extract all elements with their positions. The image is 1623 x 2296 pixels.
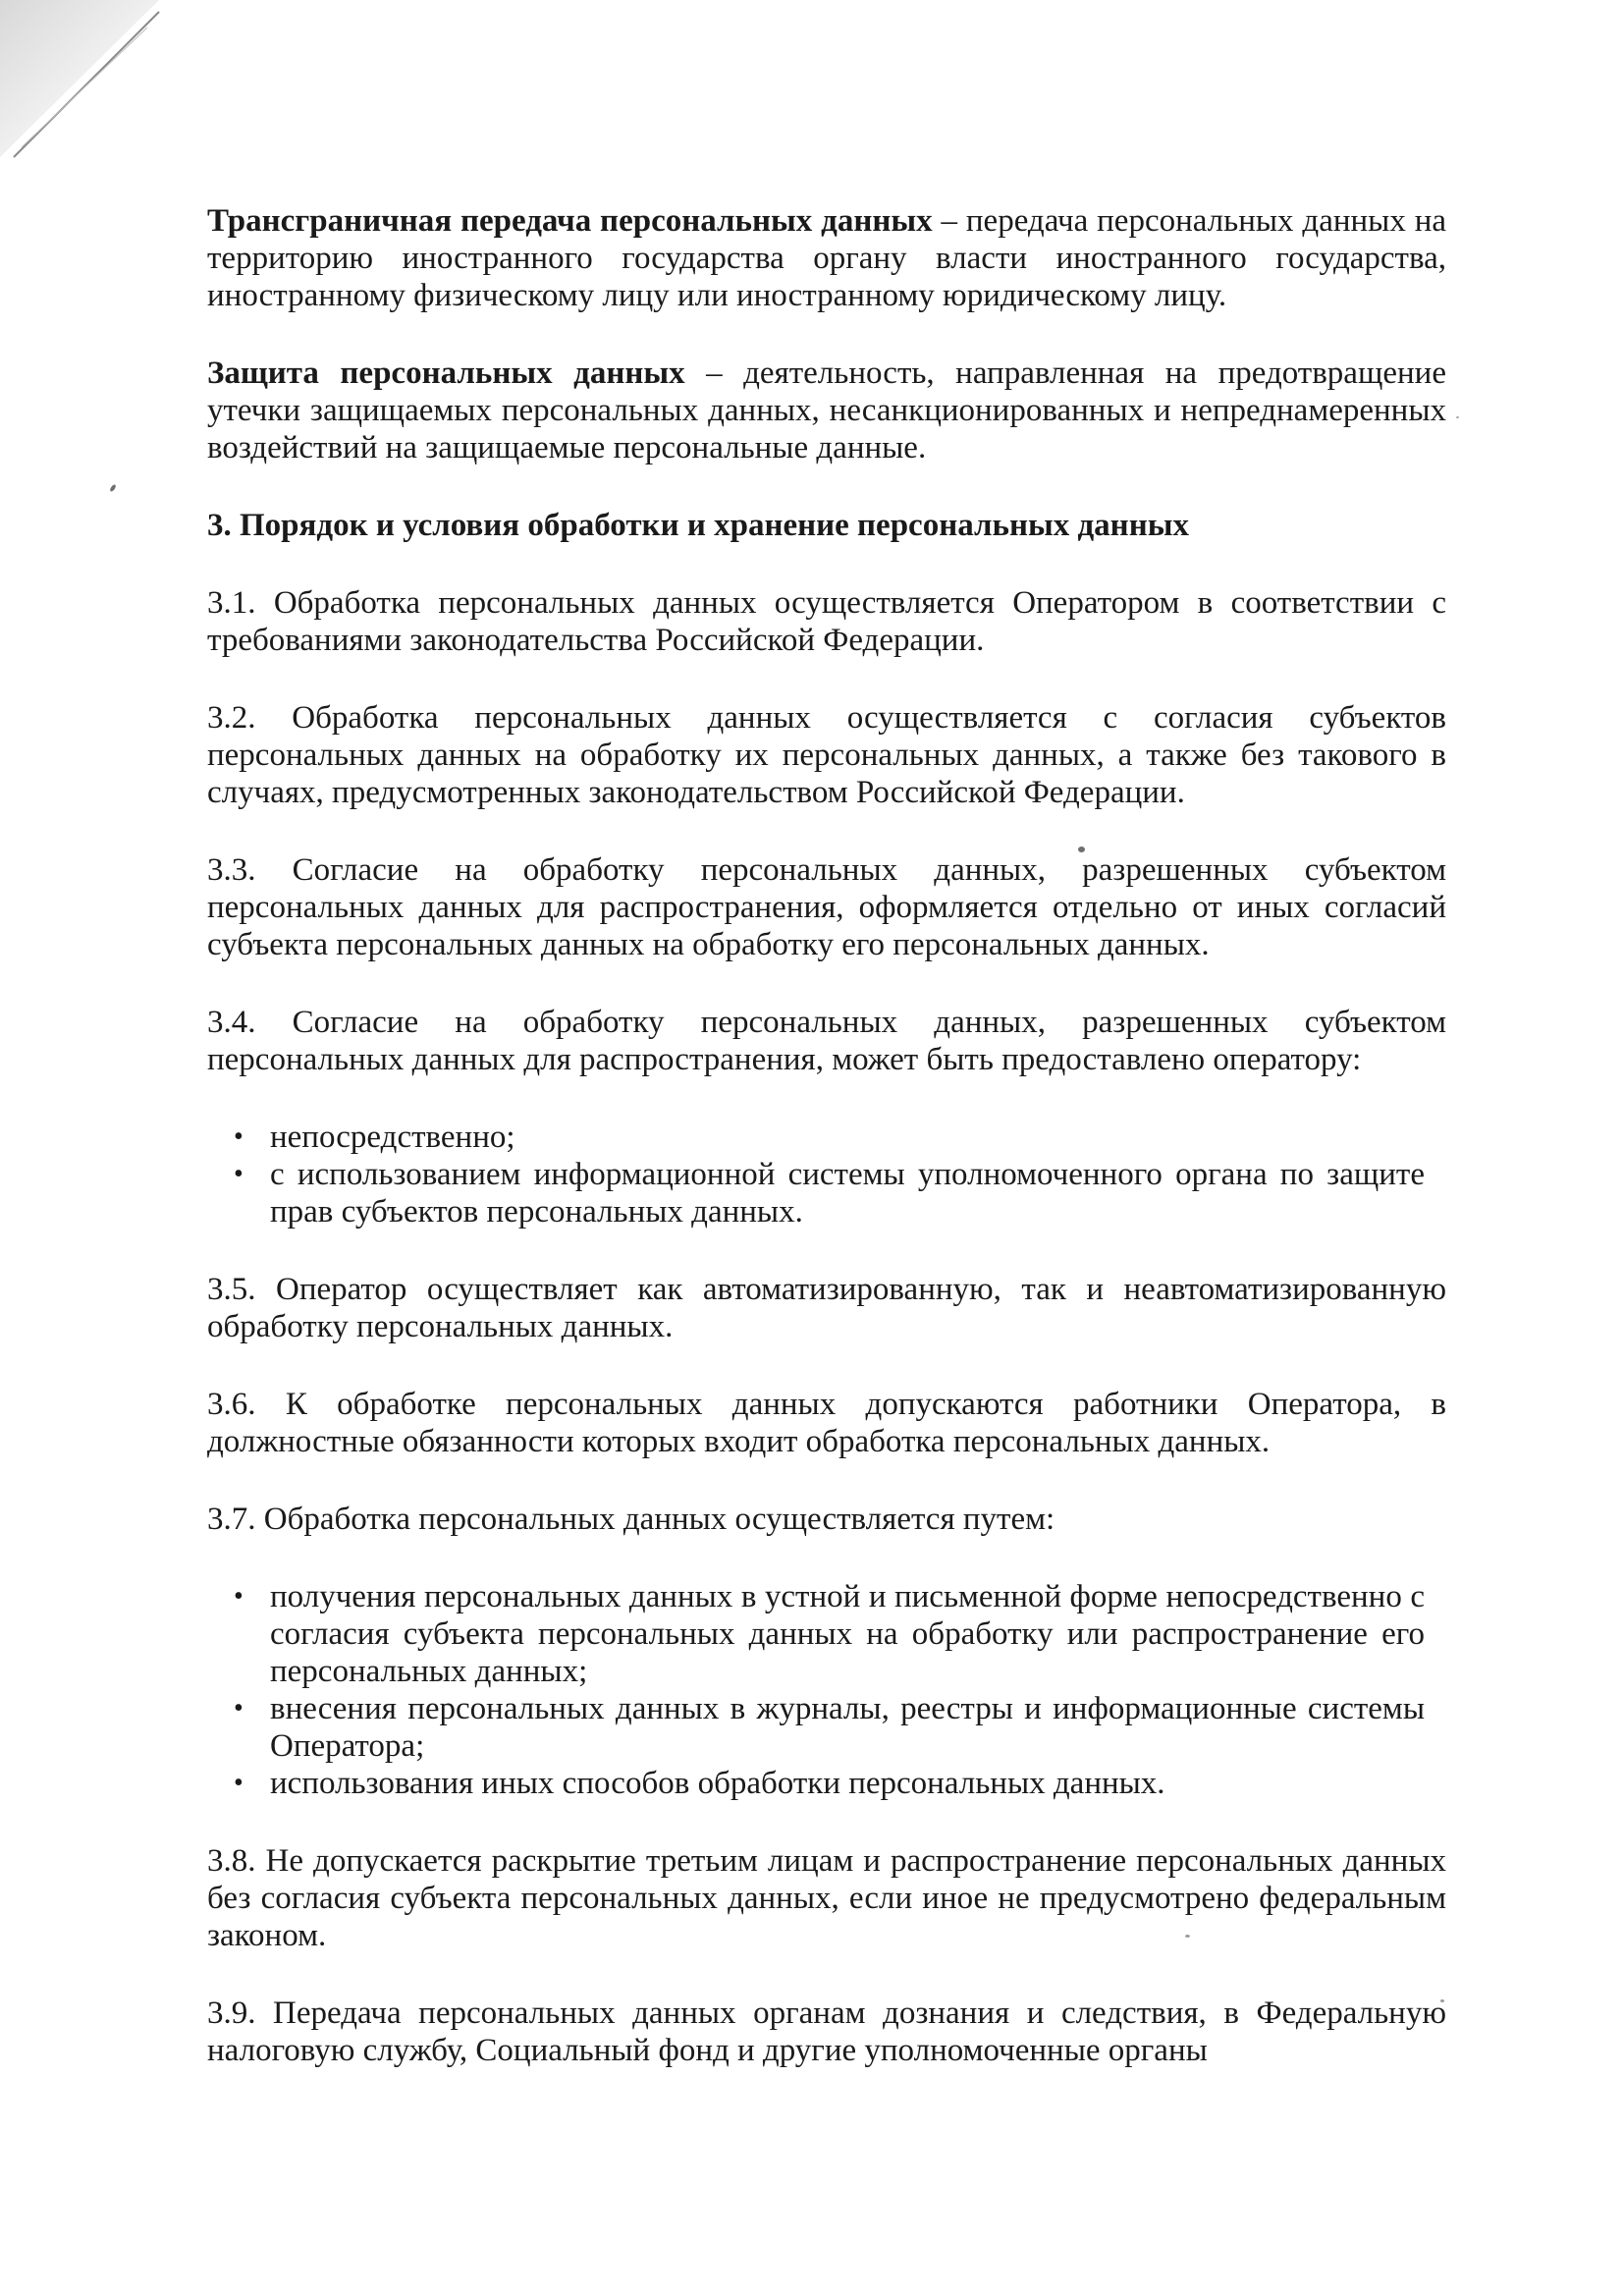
clause-paragraph: 3.2. Обработка персональных данных осуществляется с согласия субъектов персональных данных на обработку их персональных данных, а также без такового в случаях, предусмотренных законодательством Российской Федерации. (207, 700, 1446, 810)
definition-paragraph (207, 355, 1446, 466)
folded-corner-icon (0, 0, 167, 167)
bullet-list (207, 1119, 1446, 1230)
list-item: • непосредственно; (207, 1119, 1446, 1156)
definition-term: Защита персональных данных (207, 355, 685, 391)
clause-paragraph: 3.8. Не допускается раскрытие третьим лицам и распространение персональных данных без согласия субъекта персональных данных, если иное не предусмотрено федеральным законом. (207, 1843, 1446, 1953)
definition-term: Трансграничная передача персональных данных (207, 203, 933, 239)
clause-paragraph: 3.5. Оператор осуществляет как автоматизированную, так и неавтоматизированную обработку персональных данных. (207, 1272, 1446, 1344)
list-item: • с использованием информационной системы уполномоченного органа по защите прав субъектов персональных данных. (207, 1156, 1446, 1230)
clause-paragraph: 3.1. Обработка персональных данных осуществляется Оператором в соответствии с требованиями законодательства Российской Федерации. (207, 585, 1446, 658)
bullet-list (207, 1578, 1446, 1802)
section-heading: 3. Порядок и условия обработки и хранение персональных данных (207, 508, 1189, 543)
scan-speck (109, 484, 117, 493)
list-item: • внесения персональных данных в журналы, реестры и информационные системы Оператора; (207, 1690, 1446, 1765)
definition-text: – передача персональных данных на территорию иностранного государства органу власти иностранного государства, иностранному физическому лицу или иностранному юридическому лицу. (207, 203, 1447, 313)
clause-paragraph: 3.6. К обработке персональных данных допускаются работники Оператора, в должностные обязанности которых входит обработка персональных данных. (207, 1387, 1446, 1459)
clause-paragraph: 3.3. Согласие на обработку персональных данных, разрешенных субъектом персональных данных для распространения, оформляется отдельно от иных согласий субъекта персональных данных на обработку его персональных данных. (207, 852, 1446, 962)
definition-text: – деятельность, направленная на предотвращение утечки защищаемых персональных данных, несанкционированных и непреднамеренных воздействий на защищаемые персональные данные. (207, 355, 1446, 465)
document-body (207, 202, 1446, 2109)
scan-speck (1456, 416, 1459, 418)
definition-paragraph (207, 202, 1446, 314)
clause-paragraph: 3.7. Обработка персональных данных осуществляется путем: (207, 1502, 1055, 1537)
clause-paragraph: 3.9. Передача персональных данных органам дознания и следствия, в Федеральную налоговую службу, Социальный фонд и другие уполномоченные органы (207, 1995, 1446, 2068)
list-item: • получения персональных данных в устной и письменной форме непосредственно с согласия субъекта персональных данных на обработку или распространение его персональных данных; (207, 1578, 1446, 1690)
list-item: • использования иных способов обработки персональных данных. (207, 1765, 1446, 1802)
clause-paragraph: 3.4. Согласие на обработку персональных данных, разрешенных субъектом персональных данных для распространения, может быть предоставлено оператору: (207, 1005, 1446, 1077)
